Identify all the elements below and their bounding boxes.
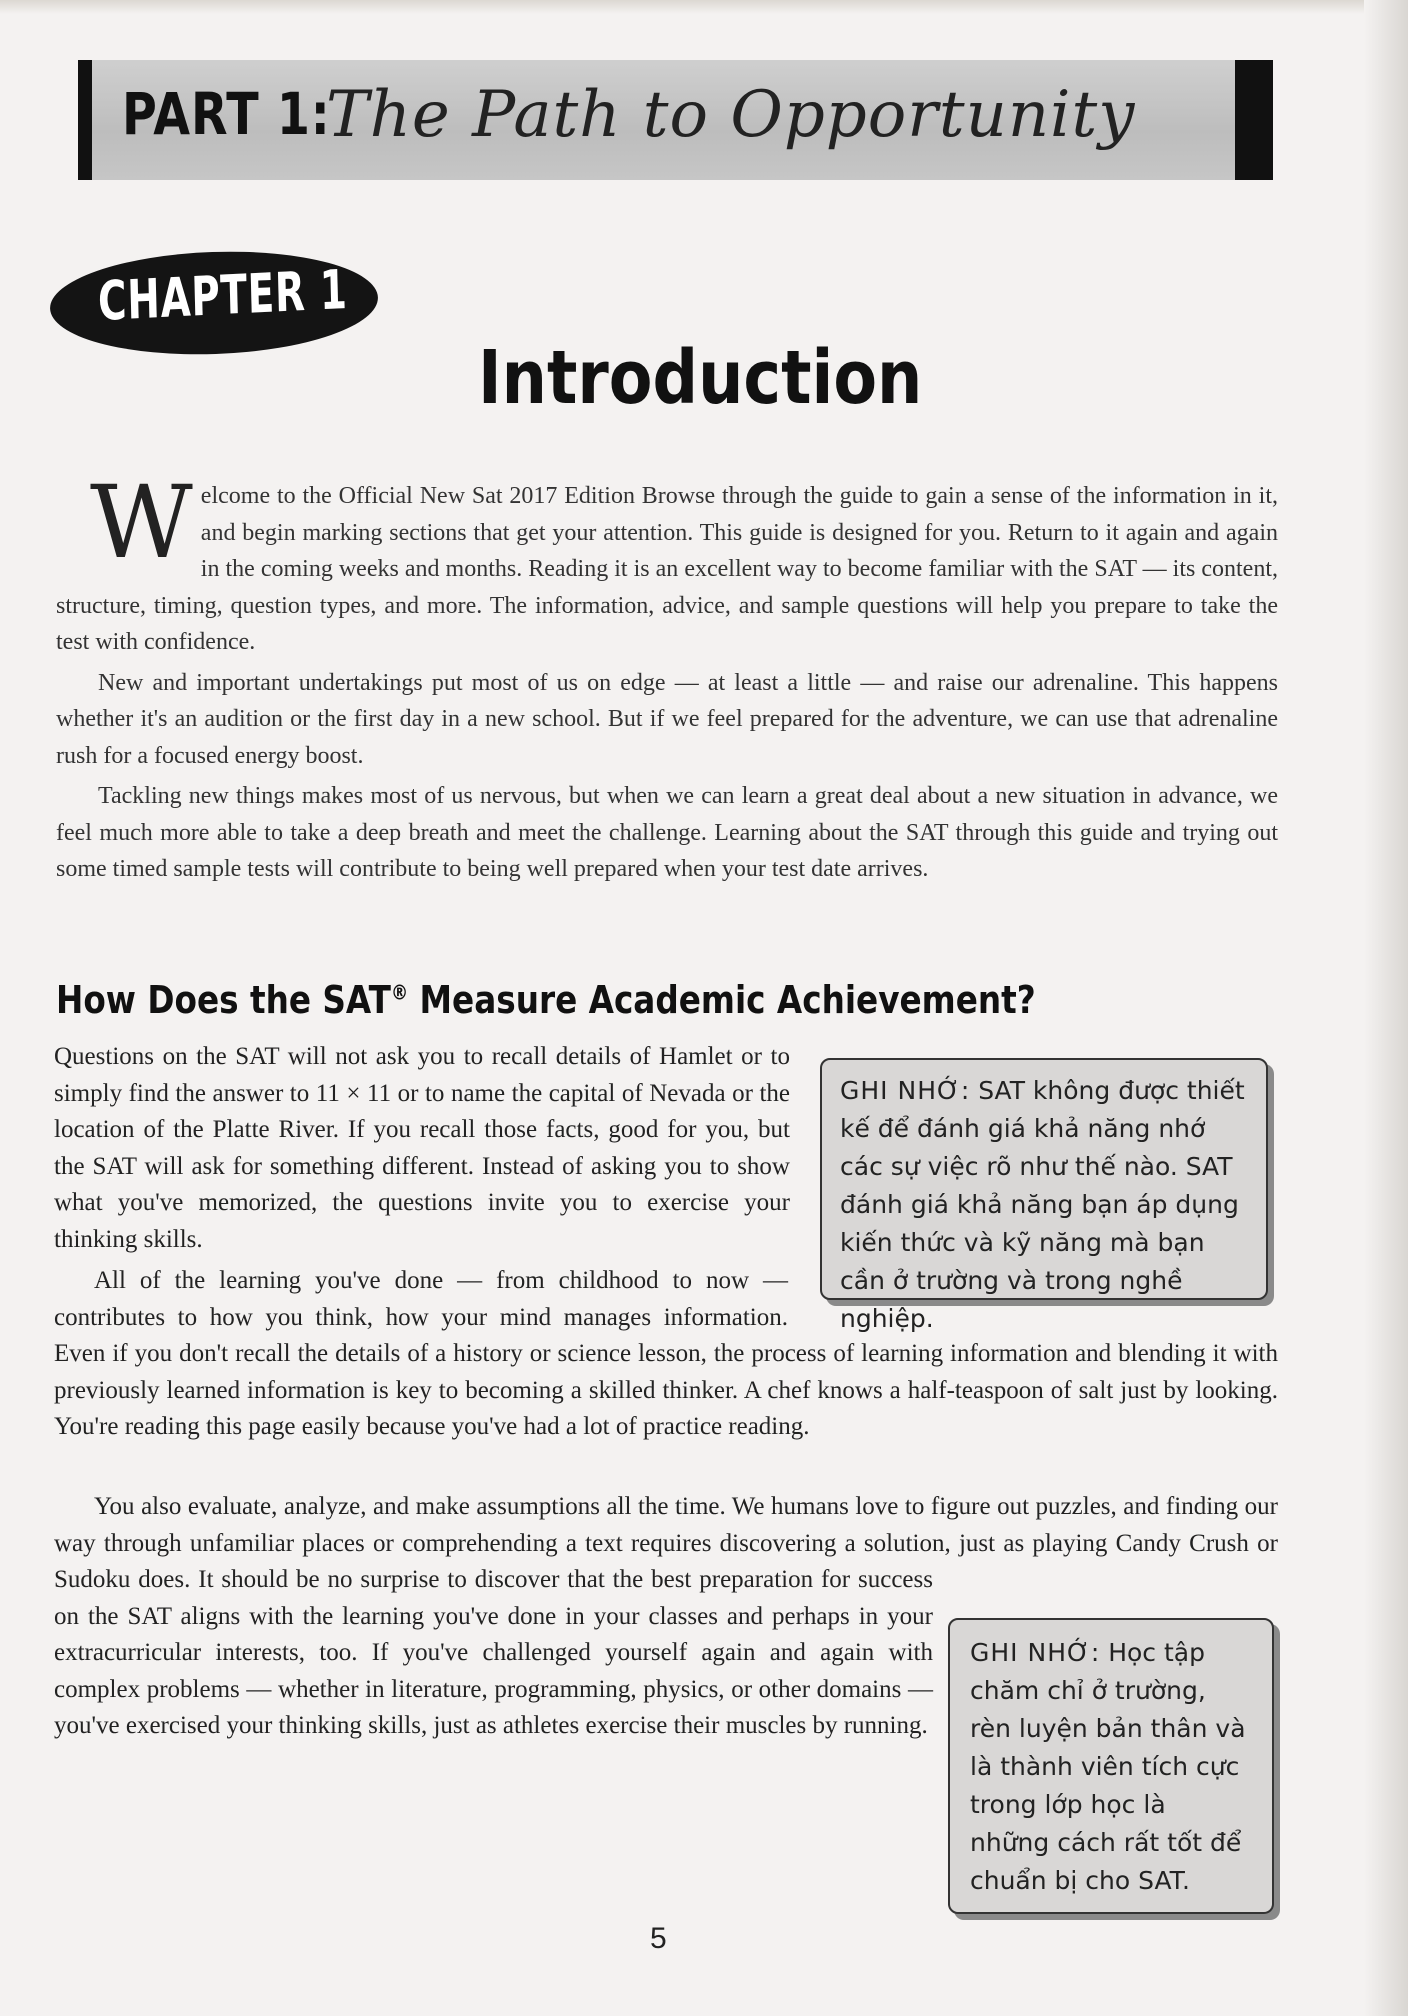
page-number: 5 [650,1922,667,1955]
intro-text [56,464,1278,892]
registered-mark: ® [390,980,409,1005]
part-banner [78,60,1273,180]
note-box-2 [948,1618,1274,1914]
section-heading-pre: How Does the SAT [56,978,391,1022]
chapter-label: CHAPTER 1 [97,257,349,333]
page-right-shadow [1364,0,1408,2016]
section-column-1 [54,1039,790,1262]
page-top-shadow [0,0,1408,14]
note-1-label: GHI NHỚ: [840,1076,971,1105]
drop-cap: W [90,464,193,581]
section-heading-post: Measure Academic Achievement? [408,978,1036,1022]
section-paragraph-1: Questions on the SAT will not ask you to recall details of Hamlet or to simply find the answer to 11 × 11 or to name the capital of Nevada or the location of the Platte River. If you recall those facts, good for you, but the SAT will ask for something different. Instead of asking you to show what you've memorized, the questions invite you to exercise your thinking skills. [54,1043,790,1253]
wrap-spacer [788,1263,1278,1311]
chapter-title: Introduction [478,335,923,421]
section-column-2 [54,1263,1278,1450]
intro-paragraph-3: Tackling new things makes most of us nervous, but when we can learn a great deal about a new situation in advance, we feel much more able to take a deep breath and meet the challenge. Learning about the SAT through this guide and trying out some timed sample tests will contribute to being well prepared when your test date arrives. [56,783,1278,882]
part-label: PART 1: [122,80,331,148]
note-2-text: Học tập chăm chỉ ở trường, rèn luyện bản thân và là thành viên tích cực trong lớp học là những cách rất tốt để chuẩn bị cho SAT. [970,1638,1246,1895]
section-paragraph-2: All of the learning you've done — from childhood to now — contributes to how you think, how your mind manages information. Even if you don't recall the details of a history or science lesson, the process of learning information and blending it with previously learned information is key to becoming a skilled thinker. A chef knows a half-teaspoon of salt just by looking. You're reading this page easily because you've had a lot of practice reading. [54,1263,1278,1446]
part-title: The Path to Opportunity [326,78,1136,152]
intro-paragraph-1 [56,464,1278,661]
note-1-text: SAT không được thiết kế để đánh giá khả năng nhớ các sự việc rõ như thế nào. SAT đánh giá khả năng bạn áp dụng kiến thức và kỹ năng mà bạn cần ở trường và trong nghề nghiệp. [840,1076,1245,1333]
intro-paragraph-2: New and important undertakings put most of us on edge — at least a little — and raise our adrenaline. This happens whether it's an audition or the first day in a new school. But if we feel prepared for the adventure, we can use that adrenaline rush for a focused energy boost. [56,669,1278,769]
section-paragraph-3: You also evaluate, analyze, and make assumptions all the time. We humans love to figure out puzzles, and finding our way through unfamiliar places or comprehending a text requires discovering a solution, just as playing Candy Crush or Sudoku does. It should be no surprise to discover that the best preparation for success on the SAT aligns with the learning you've done in your classes and perhaps in your extracurricular interests, too. If you've challenged yourself again and again with complex problems — whether in literature, programming, physics, or other domains — you've exercised your thinking skills, just as athletes exercise their muscles by running. [54,1489,1278,1745]
banner-left-bar [78,60,92,180]
banner-right-bar [1235,60,1273,180]
note-2-label: GHI NHỚ: [970,1638,1101,1667]
intro-paragraph-1-text: elcome to the Official New Sat 2017 Edition Browse through the guide to gain a sense of the information in it, and begin marking sections that get your attention. This guide is designed for you. Return to it again and again in the coming weeks and months. Reading it is an excellent way to become familiar with the SAT — its content, structure, timing, question types, and more. The information, advice, and sample questions will help you prepare to take the test with confidence. [56,483,1278,655]
section-heading [56,978,1036,1022]
